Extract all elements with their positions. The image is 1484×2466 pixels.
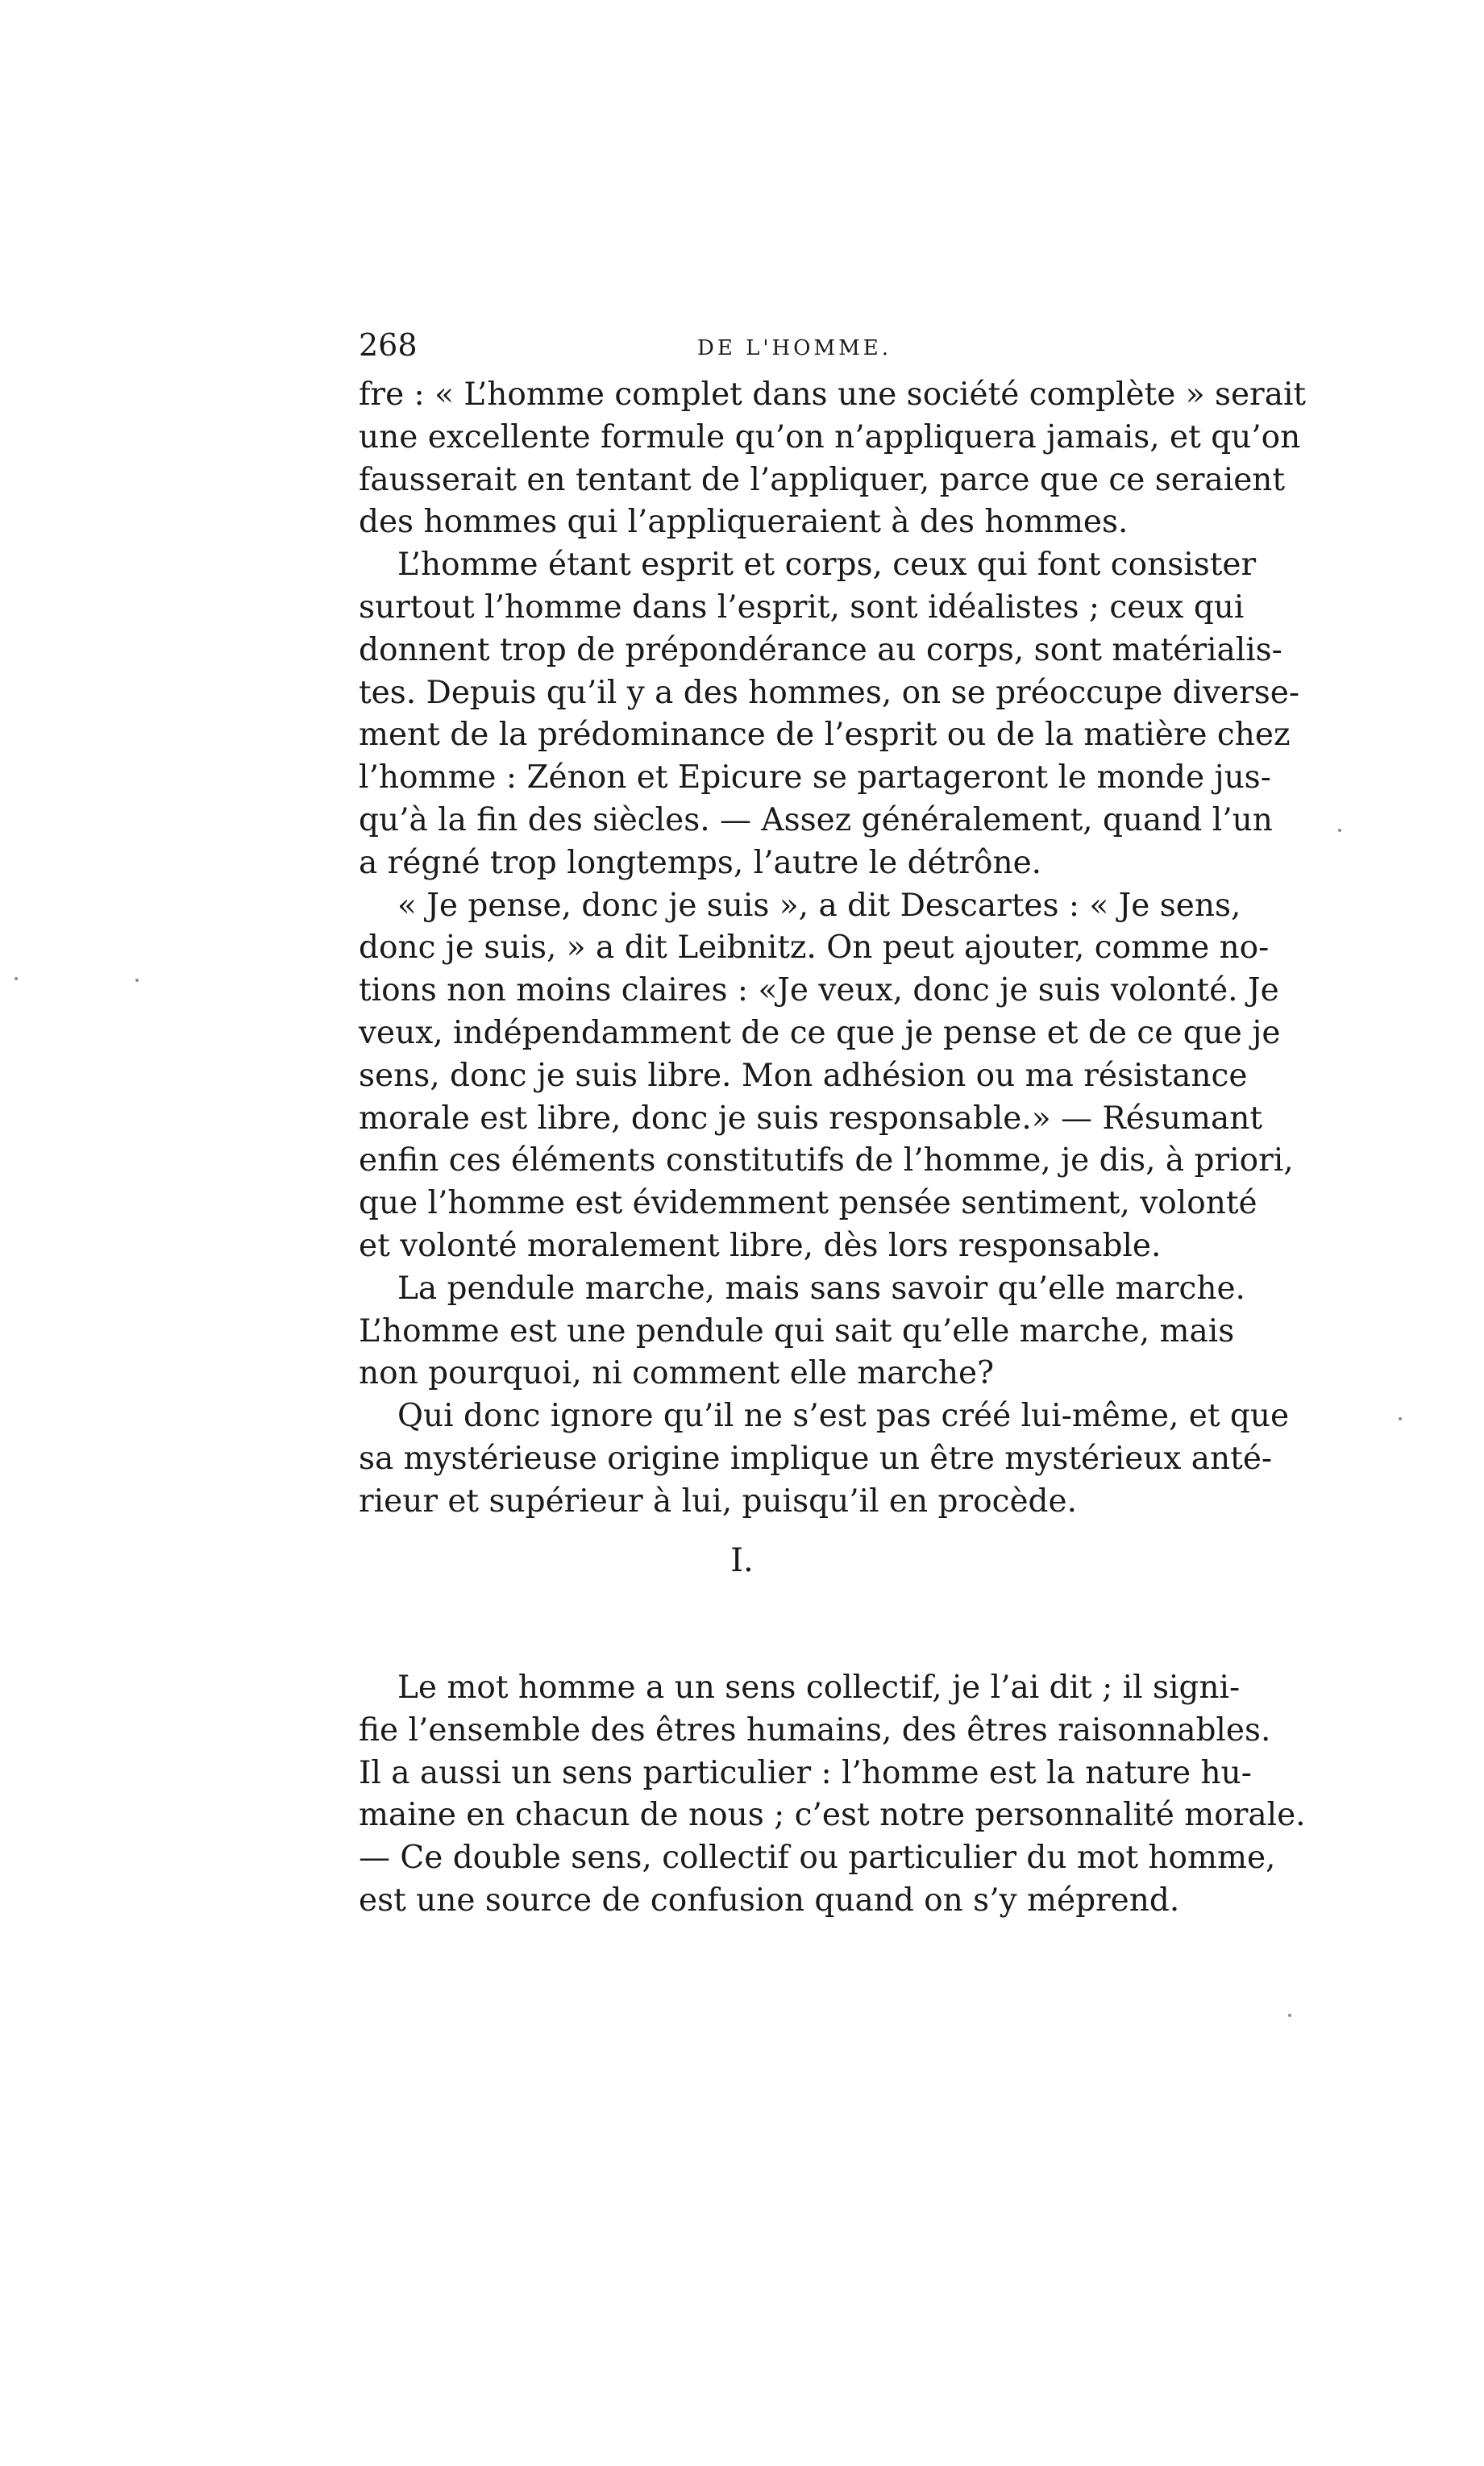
text-line: tes. Depuis qu’il y a des hommes, on se préoccupe diverse-	[359, 674, 1300, 711]
text-line: fre : « L’homme complet dans une société complète » serait	[359, 376, 1307, 413]
text-line: que l’homme est évidemment pensée sentiment, volonté	[359, 1185, 1257, 1222]
text-line: est une source de confusion quand on s’y méprend.	[359, 1882, 1180, 1919]
scan-speck	[1399, 1417, 1402, 1420]
text-line: maine en chacun de nous ; c’est notre personnalité morale.	[359, 1797, 1306, 1834]
text-line: et volonté moralement libre, dès lors responsable.	[359, 1227, 1162, 1264]
scan-speck	[135, 979, 139, 982]
text-line: non pourquoi, ni comment elle marche?	[359, 1355, 995, 1392]
text-line: sens, donc je suis libre. Mon adhésion ou ma résistance	[359, 1057, 1248, 1094]
text-line: tions non moins claires : «Je veux, donc je suis volonté. Je	[359, 972, 1279, 1009]
running-title: DE L'HOMME.	[697, 336, 892, 360]
text-line: surtout l’homme dans l’esprit, sont idéalistes ; ceux qui	[359, 588, 1245, 626]
text-line: — Ce double sens, collectif ou particulier du mot homme,	[359, 1840, 1276, 1877]
text-line: L’homme étant esprit et corps, ceux qui font consister	[397, 547, 1257, 584]
scan-speck	[1338, 829, 1341, 832]
text-line: donnent trop de prépondérance au corps, sont matérialis-	[359, 631, 1282, 668]
text-line: enfin ces éléments constitutifs de l’homme, je dis, à priori,	[359, 1142, 1294, 1179]
text-line: Qui donc ignore qu’il ne s’est pas créé lui-même, et que	[397, 1398, 1290, 1435]
text-line: Il a aussi un sens particulier : l’homme est la nature hu-	[359, 1754, 1252, 1791]
text-line: fausserait en tentant de l’appliquer, parce que ce seraient	[359, 461, 1286, 498]
text-line: donc je suis, » a dit Leibnitz. On peut ajouter, comme no-	[359, 929, 1270, 967]
text-line: l’homme : Zénon et Epicure se partageront le monde jus-	[359, 759, 1271, 796]
text-line: morale est libre, donc je suis responsable.» — Résumant	[359, 1100, 1263, 1137]
scan-speck	[1288, 2014, 1291, 2017]
text-line: a régné trop longtemps, l’autre le détrône.	[359, 844, 1042, 881]
main-text	[359, 374, 1307, 1524]
scan-speck	[15, 977, 18, 980]
text-line: Le mot homme a un sens collectif, je l’ai dit ; il signi-	[397, 1670, 1241, 1706]
running-head	[359, 321, 1262, 369]
text-line: qu’à la fin des siècles. — Assez généralement, quand l’un	[359, 801, 1273, 838]
text-line: une excellente formule qu’on n’appliquera jamais, et qu’on	[359, 418, 1301, 455]
page-number: 268	[359, 327, 418, 363]
text-line: La pendule marche, mais sans savoir qu’elle marche.	[397, 1270, 1245, 1307]
text-line: rieur et supérieur à lui, puisqu’il en procède.	[359, 1483, 1077, 1520]
text-line: « Je pense, donc je suis », a dit Descartes : « Je sens,	[397, 887, 1241, 924]
section-number: I.	[730, 1542, 754, 1579]
text-line: fie l’ensemble des êtres humains, des êtres raisonnables.	[359, 1711, 1271, 1749]
text-line: sa mystérieuse origine implique un être mystérieux anté-	[359, 1440, 1273, 1477]
section-text	[359, 1667, 1306, 1923]
text-line: veux, indépendamment de ce que je pense et de ce que je	[359, 1014, 1281, 1051]
text-line: des hommes qui l’appliqueraient à des hommes.	[359, 504, 1129, 541]
text-line: L’homme est une pendule qui sait qu’elle marche, mais	[359, 1312, 1235, 1349]
text-line: ment de la prédominance de l’esprit ou de la matière chez	[359, 717, 1291, 754]
